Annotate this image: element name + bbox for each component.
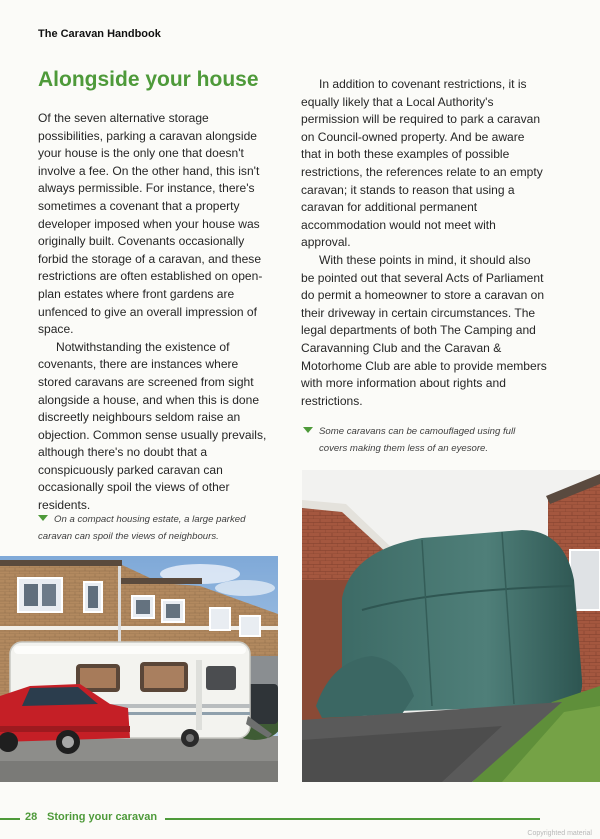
caption-right-line1: Some caravans can be camouflaged using full — [319, 426, 516, 437]
left-paragraph-1: Of the seven alternative storage possibilities, parking a caravan alongside your house is the only one that doesn't involve a fee. On the other hand, this isn't always permissible. For instance, there's sometimes a covenant that a property developer imposed when your house was originally built. Covenants occasionally forbid the storage of a caravan, and these restrictions are often established on open-plan estates where front gardens are unfenced to give an overall impression of space. — [38, 111, 263, 337]
watermark: Copyrighted material — [527, 830, 592, 837]
right-paragraph-1: In addition to covenant restrictions, it is equally likely that a Local Authority's permission will be required to park a caravan on Council-owned property. And be aware that in both these examples of possible restrictions, the references relate to an empty caravan; it stands to reason that using a caravan for additional permanent accommodation would not meet with approval. — [301, 77, 543, 250]
caption-left-line2: caravan can spoil the views of neighbours. — [38, 530, 219, 542]
caption-marker-icon — [38, 515, 48, 521]
caption-left-line1: On a compact housing estate, a large parked — [54, 514, 246, 525]
page-number: 28 — [25, 811, 38, 823]
section-title: Alongside your house — [38, 68, 259, 91]
photo-covered-caravan — [302, 470, 600, 782]
right-column — [301, 76, 547, 410]
caption-left — [38, 512, 274, 545]
footer-section-title: Storing your caravan — [47, 811, 158, 823]
photo-housing-estate-caravan — [0, 556, 278, 782]
footer-rule-right — [165, 818, 540, 820]
caption-right — [303, 424, 543, 457]
caption-right-line2: covers making them less of an eyesore. — [319, 442, 489, 454]
running-head: The Caravan Handbook — [38, 28, 161, 40]
left-column — [38, 110, 274, 515]
caption-marker-icon — [303, 427, 313, 433]
footer-rule-left — [0, 818, 20, 820]
right-paragraph-2: With these points in mind, it should also be pointed out that several Acts of Parliament do permit a homeowner to store a caravan on their driveway in certain circumstances. The legal departments of both The Camping and Caravanning Club and the Caravan & Motorhome Club are able to provide members with more information about rights and restrictions. — [301, 252, 547, 408]
footer — [0, 808, 600, 828]
left-paragraph-2: Notwithstanding the existence of covenants, there are instances where stored caravans are screened from sight alongside a house, and when this is done discreetly neighbours seldom raise an objection. Common sense usually prevails, although there's no doubt that a conspicuously parked caravan can occasionally spoil the views of other residents. — [38, 339, 267, 513]
